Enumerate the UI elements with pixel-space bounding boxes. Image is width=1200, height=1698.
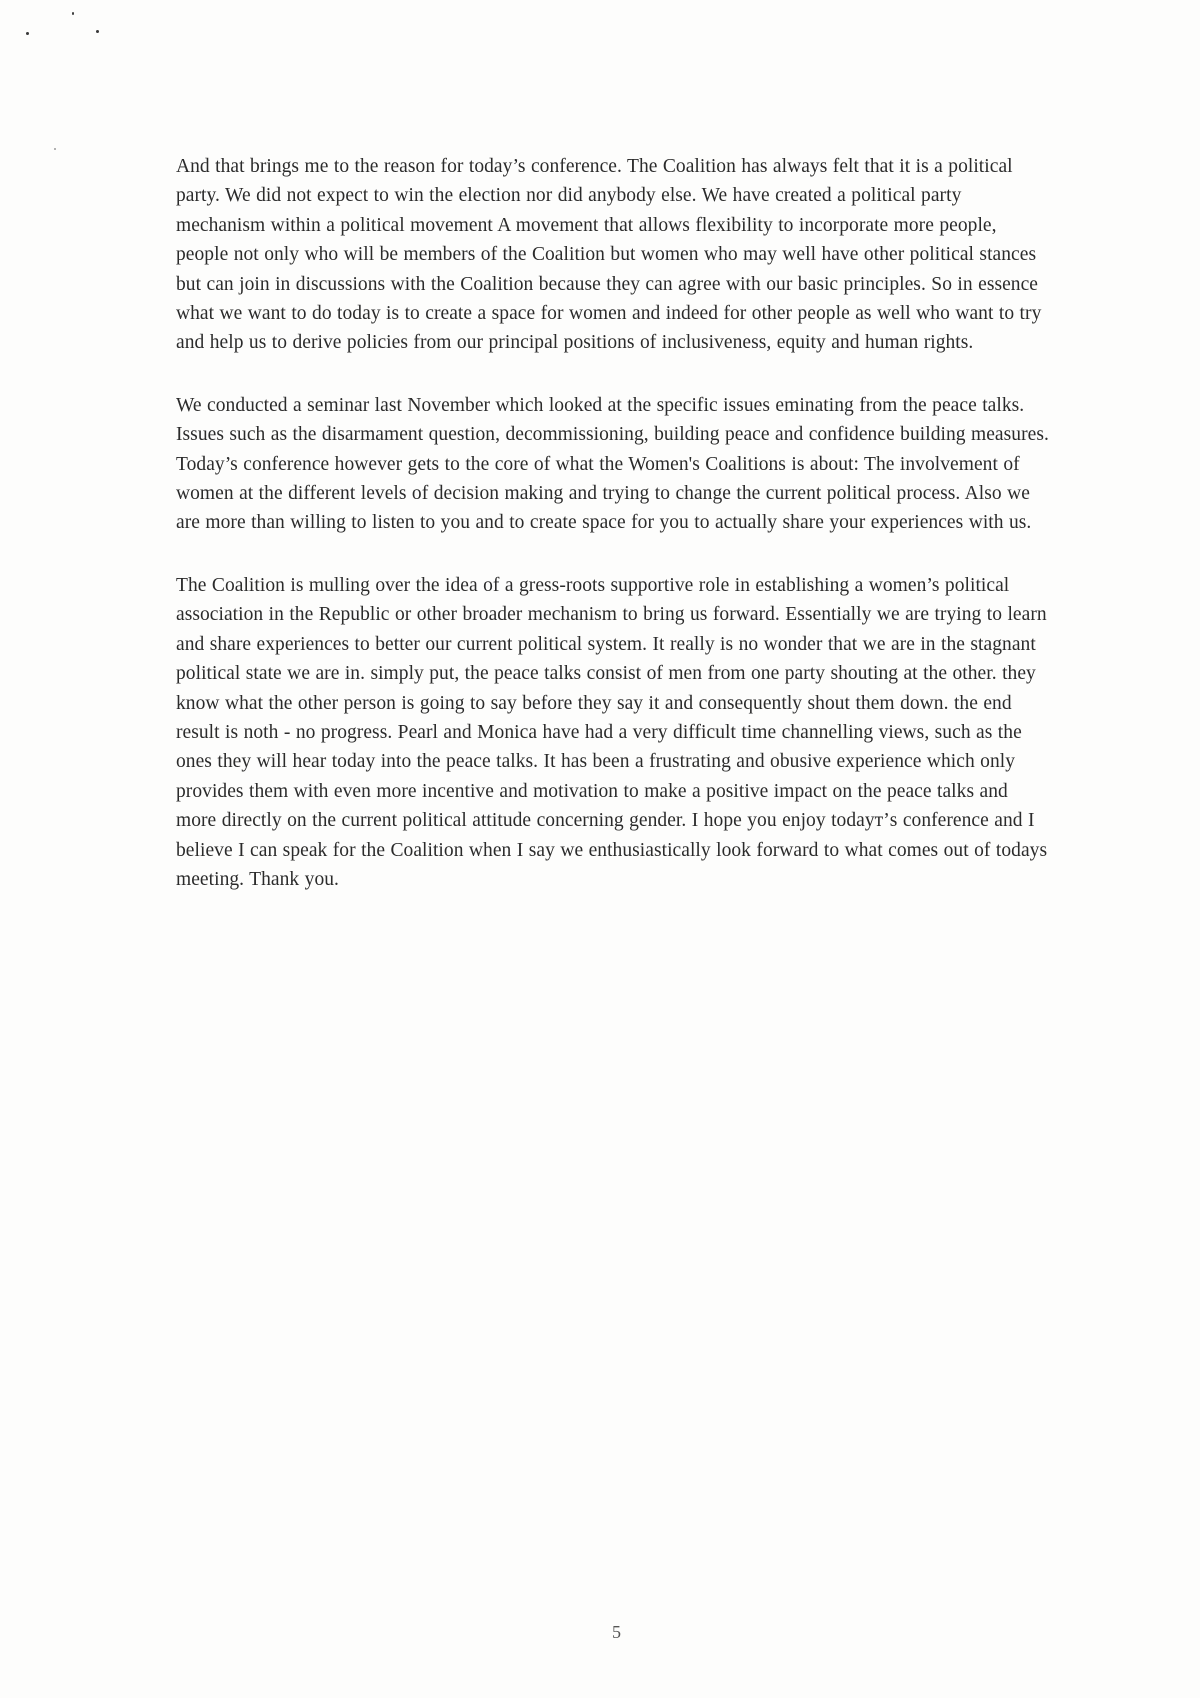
scan-speck [72,12,74,15]
scan-speck [26,32,29,35]
paragraph-seminar: We conducted a seminar last November which looked at the specific issues eminating from the peace talks. Issues such as the disarmament question, decommissioning, building peace and confidence building measures. Today’s conference however gets to the core of what the Women's Coalitions is about: The involvement of women at the different levels of decision making and trying to change the current political process. Also we are more than willing to listen to you and to create space for you to actually share your experiences with us. [176,394,1049,534]
document-body [176,152,1052,927]
scan-speck [54,148,56,150]
paragraph-grassroots-role: The Coalition is mulling over the idea of a gress-roots supportive role in establishing a women’s political association in the Republic or other broader mechanism to bring us forward. Essentially we are trying to learn and share experiences to better our current political system. It really is no wonder that we are in the stagnant political state we are in. simply put, the peace talks consist of men from one party shouting at the other. they know what the other person is going to say before they say it and consequently shout them down. the end result is noth - no progress. Pearl and Monica have had a very difficult time channelling views, such as the ones they will hear today into the peace talks. It has been a frustrating and obusive experience which only provides them with even more incentive and motivation to make a positive impact on the peace talks and more directly on the current political attitude concerning gender. I hope you enjoy todayт’s conference and I believe I can speak for the Coalition when I say we enthusiastically look forward to what comes out of todays meeting. Thank you. [176,574,1048,890]
paragraph-conference-reason: And that brings me to the reason for today’s conference. The Coalition has always felt that it is a political party. We did not expect to win the election nor did anybody else. We have created a political party mechanism within a political movement A movement that allows flexibility to incorporate more people, people not only who will be members of the Coalition but women who may well have other political stances but can join in discussions with the Coalition because they can agree with our basic principles. So in essence what we want to do today is to create a space for women and indeed for other people as well who want to try and help us to derive policies from our principal positions of inclusiveness, equity and human rights. [176,156,1042,354]
page-number: 5 [612,1622,621,1642]
scan-speck [96,30,99,33]
